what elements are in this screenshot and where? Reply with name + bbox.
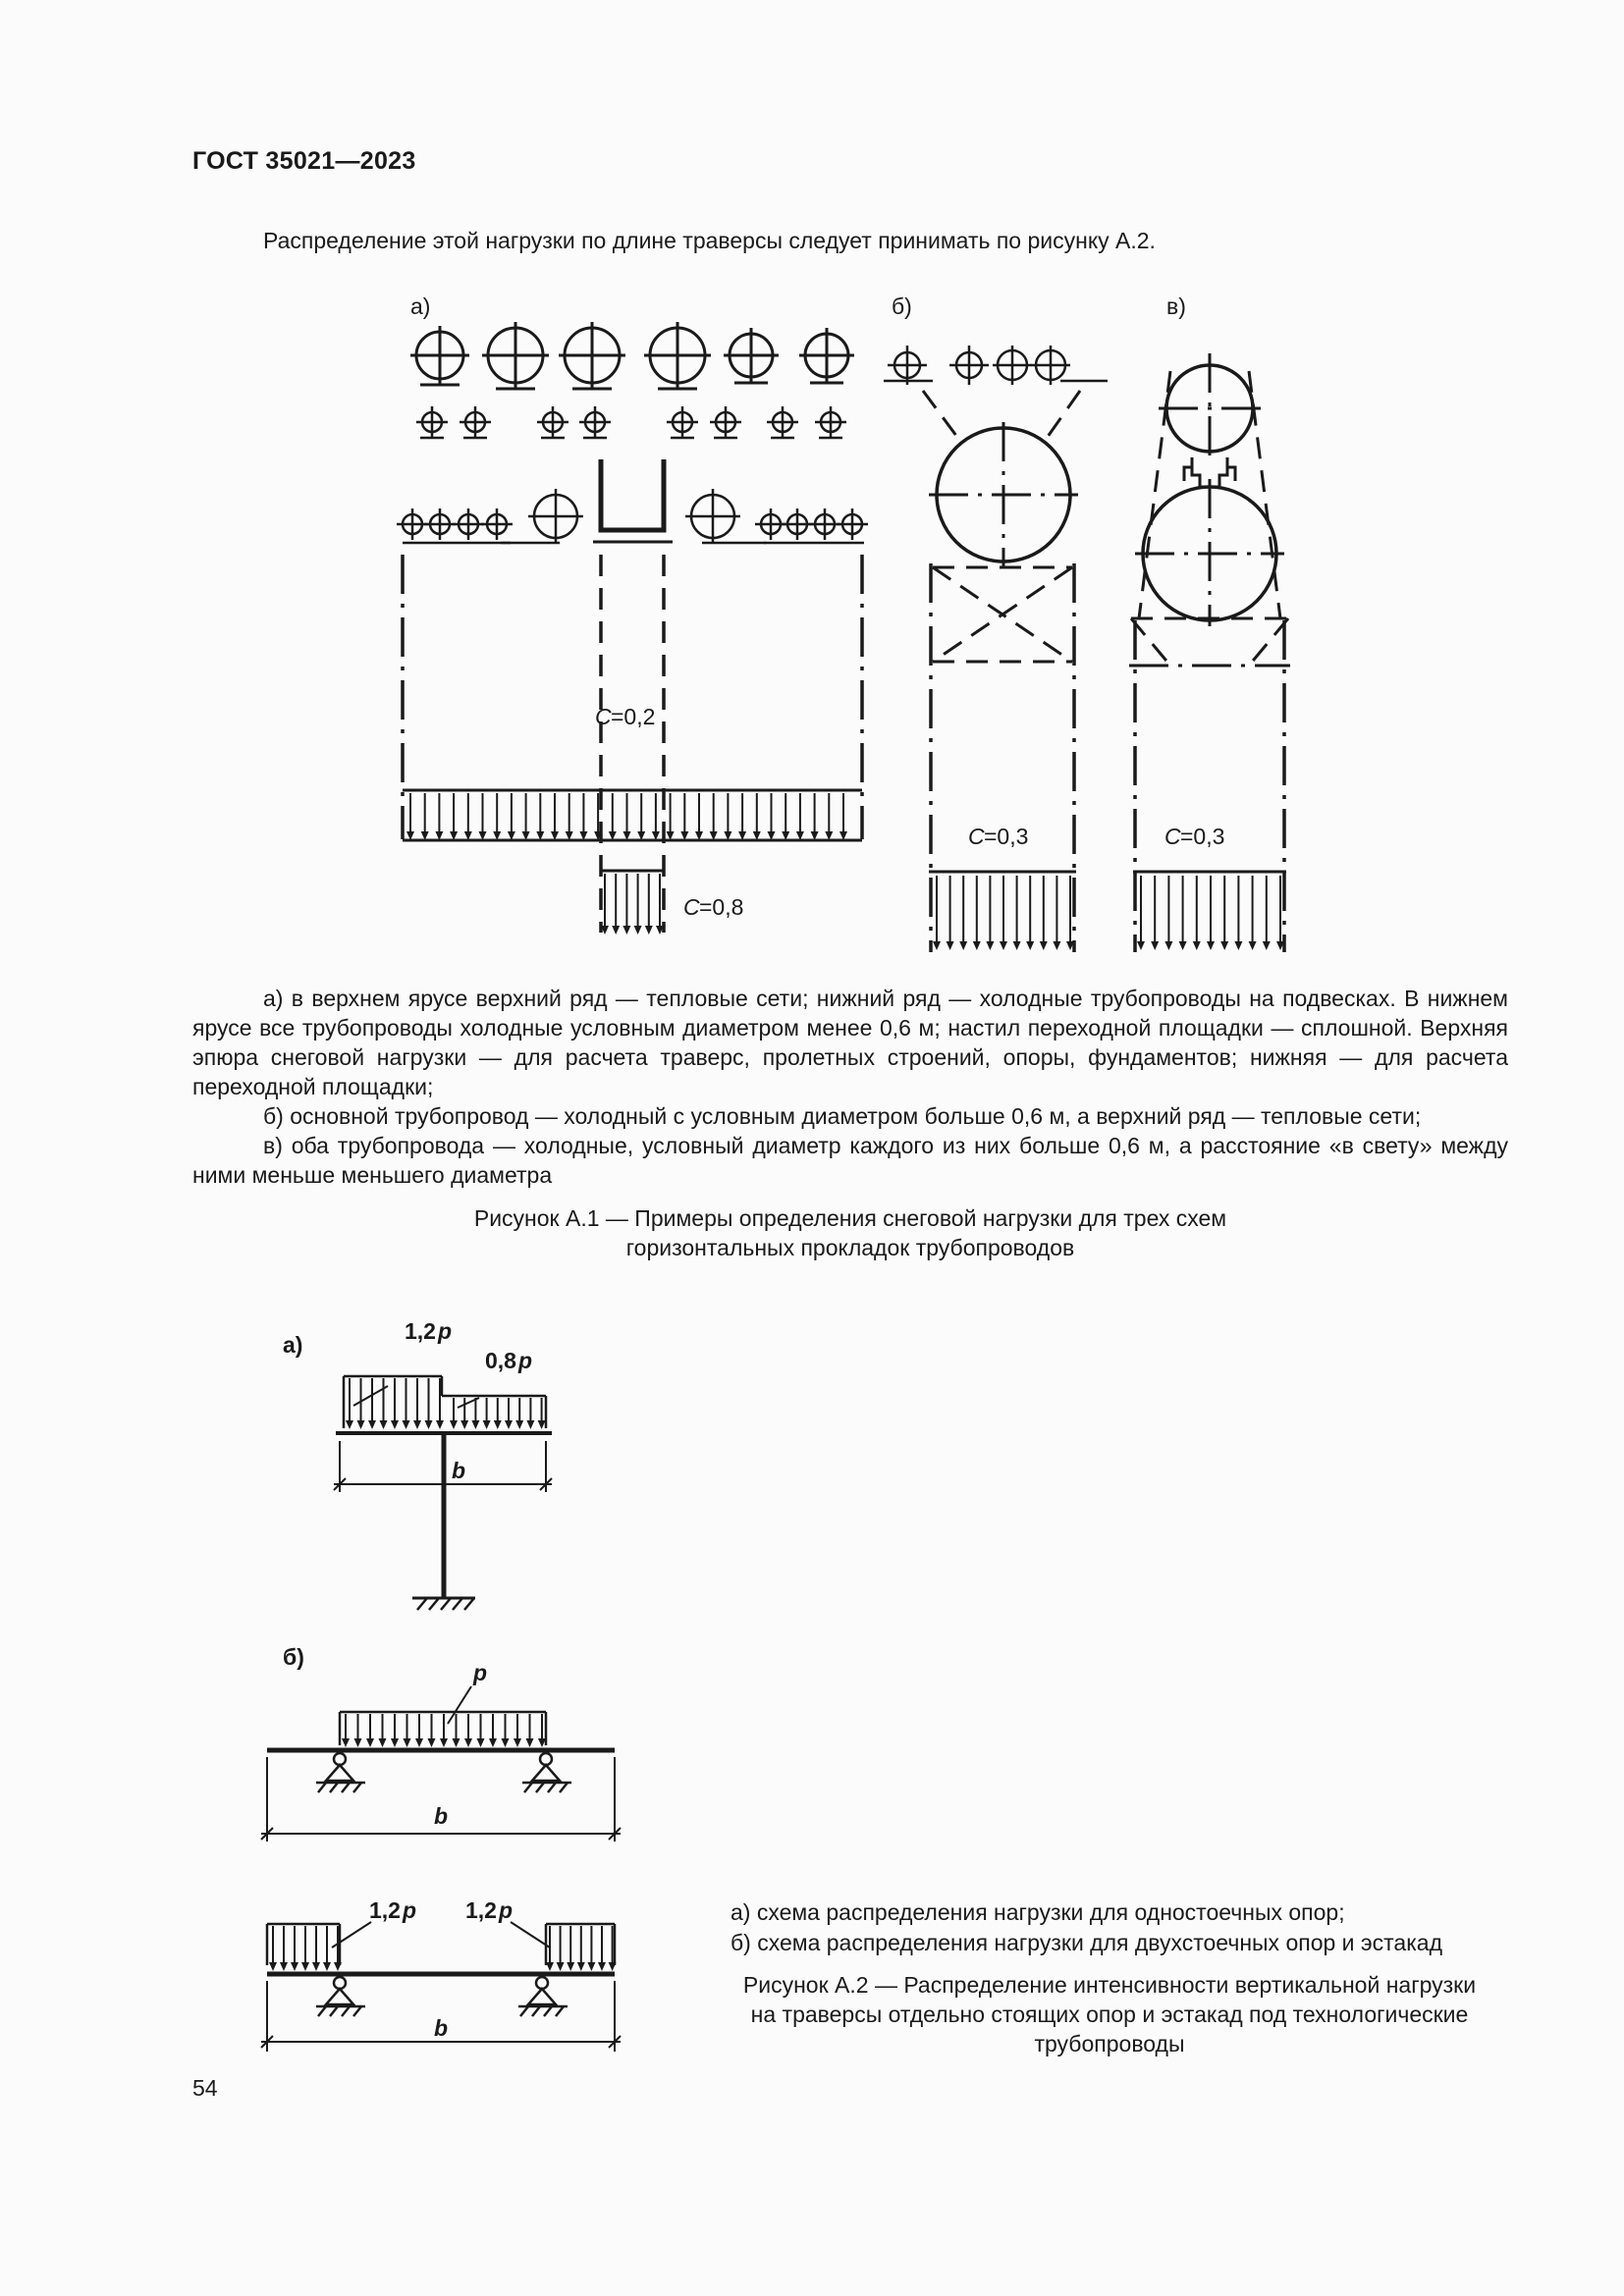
scheme-a-load-12-symbol: p — [438, 1318, 453, 1344]
beam-load-arrow-head — [538, 1420, 546, 1429]
fig1-label-a: а) — [410, 294, 431, 319]
figure2-legend — [731, 1897, 1516, 1958]
beam-load-arrow-head — [502, 1738, 510, 1747]
figure2-caption-line3: трубопроводы — [1034, 2031, 1185, 2056]
beam-load-arrow-head — [450, 1420, 458, 1429]
beam-load-arrow-head — [269, 1962, 277, 1971]
beam-load-arrow-head — [301, 1962, 309, 1971]
scheme-a-load-08-symbol: p — [518, 1348, 533, 1373]
scheme-b2-dim-b: b — [434, 2015, 449, 2041]
scheme-a-arrows — [346, 1378, 546, 1429]
scheme-b2-load-right-symbol: p — [499, 1897, 514, 1923]
beam-load-arrow-head — [391, 1420, 399, 1429]
beam-load-arrow-head — [546, 1962, 554, 1971]
beam-load-arrow-head — [323, 1962, 331, 1971]
beam-load-arrow-head — [477, 1738, 485, 1747]
beam-load-arrow-head — [354, 1738, 362, 1747]
beam-load-arrow-head — [464, 1738, 472, 1747]
beam-load-arrow-head — [436, 1420, 444, 1429]
beam-load-arrow-head — [428, 1738, 436, 1747]
fig1-label-c: в) — [1166, 294, 1186, 319]
coef-a-platform-value: =0,8 — [699, 894, 744, 920]
beam-load-arrow-head — [526, 1738, 534, 1747]
note-a: а) в верхнем ярусе верхний ряд — тепловые сети; нижний ряд — холодные трубопроводы на подвесках. В нижнем ярусе все трубопроводы холодные условным диаметром менее 0,6 м; настил переходной площадки — сплошной. Верхняя эпюра снеговой нагрузки — для расчета траверс, пролетных строений, опоры, фундаментов; нижняя — для расчета переходной площадки; — [192, 986, 1508, 1099]
beam-load-arrow-head — [368, 1420, 376, 1429]
fig2-label-b: б) — [283, 1644, 304, 1670]
note-b: б) основной трубопровод — холодный с условным диаметром больше 0,6 м, а верхний ряд — тепловые сети; — [263, 1103, 1422, 1129]
beam-load-arrow-head — [577, 1962, 585, 1971]
beam-load-arrow-head — [413, 1420, 421, 1429]
beam-load-arrow-head — [404, 1738, 411, 1747]
coef-a-main-value: =0,2 — [611, 704, 656, 729]
beam-load-arrow-head — [460, 1420, 468, 1429]
figure1-caption-line1: Рисунок А.1 — Примеры определения снеговой нагрузки для трех схем — [473, 1205, 1227, 1231]
beam-load-arrow-head — [598, 1962, 606, 1971]
beam-load-arrow-head — [346, 1420, 353, 1429]
scheme-b2-load-left-value: 1,2 — [369, 1897, 401, 1923]
figure1-caption-line2: горизонтальных прокладок трубопроводов — [625, 1235, 1075, 1260]
beam-load-arrow-head — [280, 1962, 288, 1971]
scheme-b2-load-left-symbol: p — [403, 1897, 417, 1923]
legend-b: б) схема распределения нагрузки для двухстоечных опор и эстакад — [731, 1930, 1442, 1955]
beam-load-arrow-head — [515, 1420, 523, 1429]
scheme-b2-load-right-value: 1,2 — [465, 1897, 497, 1923]
coef-c-symbol: C — [1164, 824, 1181, 849]
fig1-label-b: б) — [892, 294, 912, 319]
beam-load-arrow-head — [567, 1962, 574, 1971]
intro-paragraph: Распределение этой нагрузки по длине траверсы следует принимать по рисунку А.2. — [263, 228, 1156, 253]
fig2-label-a: а) — [283, 1332, 303, 1358]
figure2-caption — [687, 1970, 1532, 2058]
scheme-a-load-12-value: 1,2 — [405, 1318, 436, 1344]
beam-load-arrow-head — [609, 1962, 617, 1971]
beam-load-arrow-head — [357, 1420, 365, 1429]
scheme-b2-supports — [316, 1977, 568, 2016]
beam-load-arrow-head — [505, 1420, 513, 1429]
beam-load-arrow-head — [291, 1962, 298, 1971]
page-number: 54 — [192, 2075, 218, 2101]
figure2-caption-line1: Рисунок А.2 — Распределение интенсивности вертикальной нагрузки — [742, 1972, 1477, 1998]
beam-load-arrow-head — [425, 1420, 433, 1429]
beam-load-arrow-head — [494, 1420, 502, 1429]
beam-load-arrow-head — [587, 1962, 595, 1971]
beam-load-arrow-head — [440, 1738, 448, 1747]
scheme-b-arrows — [342, 1714, 546, 1747]
beam-load-arrow-head — [379, 1738, 387, 1747]
beam-load-arrow-head — [312, 1962, 320, 1971]
document-header: ГОСТ 35021—2023 — [192, 147, 416, 175]
scheme-b-dim-b: b — [434, 1803, 449, 1829]
coef-c-value: =0,3 — [1180, 824, 1225, 849]
scheme-a-dim-b: b — [452, 1458, 466, 1483]
coef-b-symbol: C — [968, 824, 985, 849]
beam-load-arrow-head — [334, 1962, 342, 1971]
beam-load-arrow-head — [380, 1420, 388, 1429]
beam-load-arrow-head — [514, 1738, 521, 1747]
beam-load-arrow-head — [489, 1738, 497, 1747]
beam-load-arrow-head — [403, 1420, 410, 1429]
beam-load-arrow-head — [471, 1420, 479, 1429]
coef-a-main-symbol: C — [595, 704, 612, 729]
scheme-b-load-symbol: p — [473, 1660, 488, 1685]
note-c: в) оба трубопровода — холодные, условный диаметр каждого из них больше 0,6 м, а расстояние «в свету» между ними меньше меньшего диаметра — [192, 1133, 1508, 1188]
figure2-caption-line2: на траверсы отдельно стоящих опор и эстакад под технологические — [750, 2002, 1469, 2027]
scheme-b-supports — [316, 1753, 571, 1792]
beam-load-arrow-head — [453, 1738, 460, 1747]
beam-load-arrow-head — [557, 1962, 565, 1971]
scheme-a-load-08-value: 0,8 — [485, 1348, 516, 1373]
scheme-b2-arrows — [269, 1926, 617, 1971]
beam-load-arrow-head — [366, 1738, 374, 1747]
beam-load-arrow-head — [415, 1738, 423, 1747]
beam-load-arrow-head — [483, 1420, 491, 1429]
coef-b-value: =0,3 — [984, 824, 1029, 849]
coef-a-platform-symbol: C — [683, 894, 700, 920]
beam-load-arrow-head — [391, 1738, 399, 1747]
beam-load-arrow-head — [526, 1420, 534, 1429]
beam-load-arrow-head — [342, 1738, 350, 1747]
legend-a: а) схема распределения нагрузки для одностоечных опор; — [731, 1899, 1345, 1925]
